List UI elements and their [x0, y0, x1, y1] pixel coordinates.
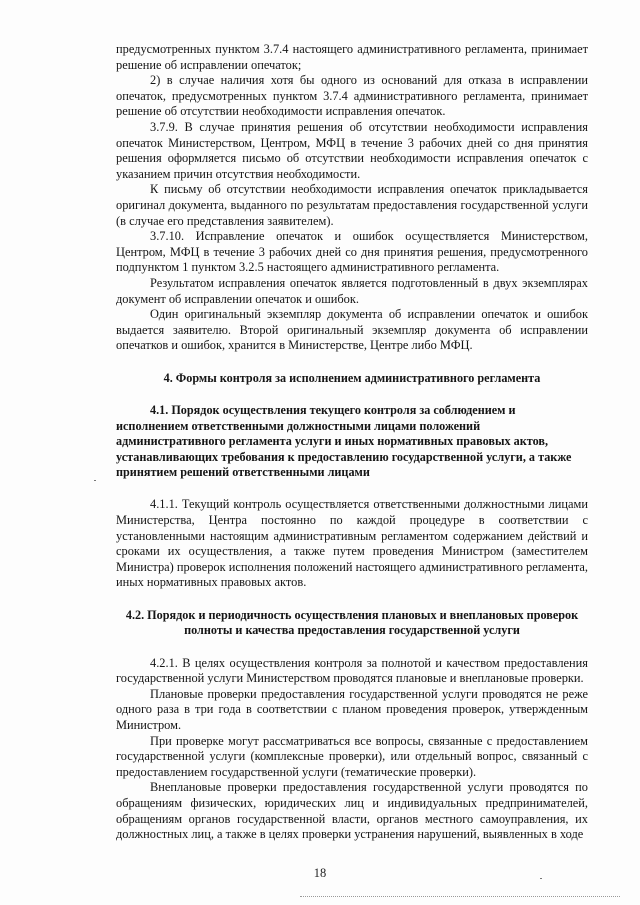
paragraph: 3.7.10. Исправление опечаток и ошибок осуществляется Министерством, Центром, МФЦ в течение 3 рабочих дней со дня принятия решения, предусмотренного подпунктом 1 пунктом 3.2.5 настоящего административного регламента. [116, 229, 588, 275]
paragraph: Результатом исправления опечаток является подготовленный в двух экземплярах документ об исправлении опечаток и ошибок. [116, 275, 588, 306]
section-4-title: 4. Формы контроля за исполнением административного регламента [163, 370, 541, 385]
paragraph: Плановые проверки предоставления государственной услуги проводятся не реже одного раза в три года в соответствии с планом проведения проверок, утвержденным Министром. [116, 686, 588, 733]
section-4-1-body: 4.1.1. Текущий контроль осуществляется ответственными должностными лицами Министерства, Центра постоянно по каждой процедуре в соответствии с установленными настоящим административным регламентом содержанием действий и сроками их осуществления, а также путем проведения Министром (заместителем Министра) проверок исполнения положений настоящего административного регламента, иных нормативных правовых актов. [116, 497, 588, 590]
paragraph: предусмотренных пунктом 3.7.4 настоящего административного регламента, принимает решение об исправлении опечаток; [116, 42, 588, 72]
paragraph: 4.2.1. В целях осуществления контроля за полнотой и качеством предоставления государственной услуги Министерством проводятся плановые и внеплановые проверки. [116, 655, 588, 686]
scan-speck [94, 480, 96, 481]
paragraph: Внеплановые проверки предоставления государственной услуги проводятся по обращениям физических, юридических лиц и индивидуальных предпринимателей, обращениям органов государственной власти, органов местного самоуправления, их должностных лиц, а также в целях проверки устранения нарушений, выявленных в ходе [116, 780, 588, 842]
section-4-2-title-line-1: 4.2. Порядок и периодичность осуществления плановых и внеплановых проверок [125, 607, 579, 622]
section-4-2-title [116, 608, 588, 639]
page-number: 18 [313, 866, 327, 880]
paragraph: 2) в случае наличия хотя бы одного из оснований для отказа в исправлении опечаток, предусмотренных пунктом 3.7.4 административного регламента, принимает решение об отсутствии необходимости исправления опечаток. [116, 73, 588, 119]
paragraph: К письму об отсутствии необходимости исправления опечаток прикладывается оригинал документа, выданного по результатам предоставления государственной услуги (в случае его представления заявителем). [116, 182, 588, 228]
scan-speck [540, 878, 542, 879]
paragraph: При проверке могут рассматриваться все вопросы, связанные с предоставлением государственной услуги (комплексные проверки), или отдельный вопрос, связанный с предоставлением государственной услуги (тематические проверки). [116, 733, 588, 779]
paragraph: Один оригинальный экземпляр документа об исправлении опечаток и ошибок выдается заявителю. Второй оригинальный экземпляр документа об исправлении опечатков и ошибок, хранится в Министерстве, Центре либо МФЦ. [116, 307, 588, 353]
section-4-2-title-line-2: полноты и качества предоставления государственной услуги [184, 623, 520, 638]
scan-edge-line [300, 896, 620, 898]
document-body [116, 42, 588, 843]
paragraph: 3.7.9. В случае принятия решения об отсутствии необходимости исправления опечаток Министерством, Центром, МФЦ в течение 3 рабочих дней со дня принятия решения оформляется письмо об отсутствии необходимости исправления опечаток с указанием причин отсутствия необходимости. [116, 119, 588, 181]
section-4-1-title: 4.1. Порядок осуществления текущего контроля за соблюдением и исполнением ответственными должностными лицами положений административного регламента услуги и иных нормативных правовых актов, устанавливающих требования к предоставлению государственной услуги, а также принятием решений ответственными лицами [116, 403, 572, 479]
